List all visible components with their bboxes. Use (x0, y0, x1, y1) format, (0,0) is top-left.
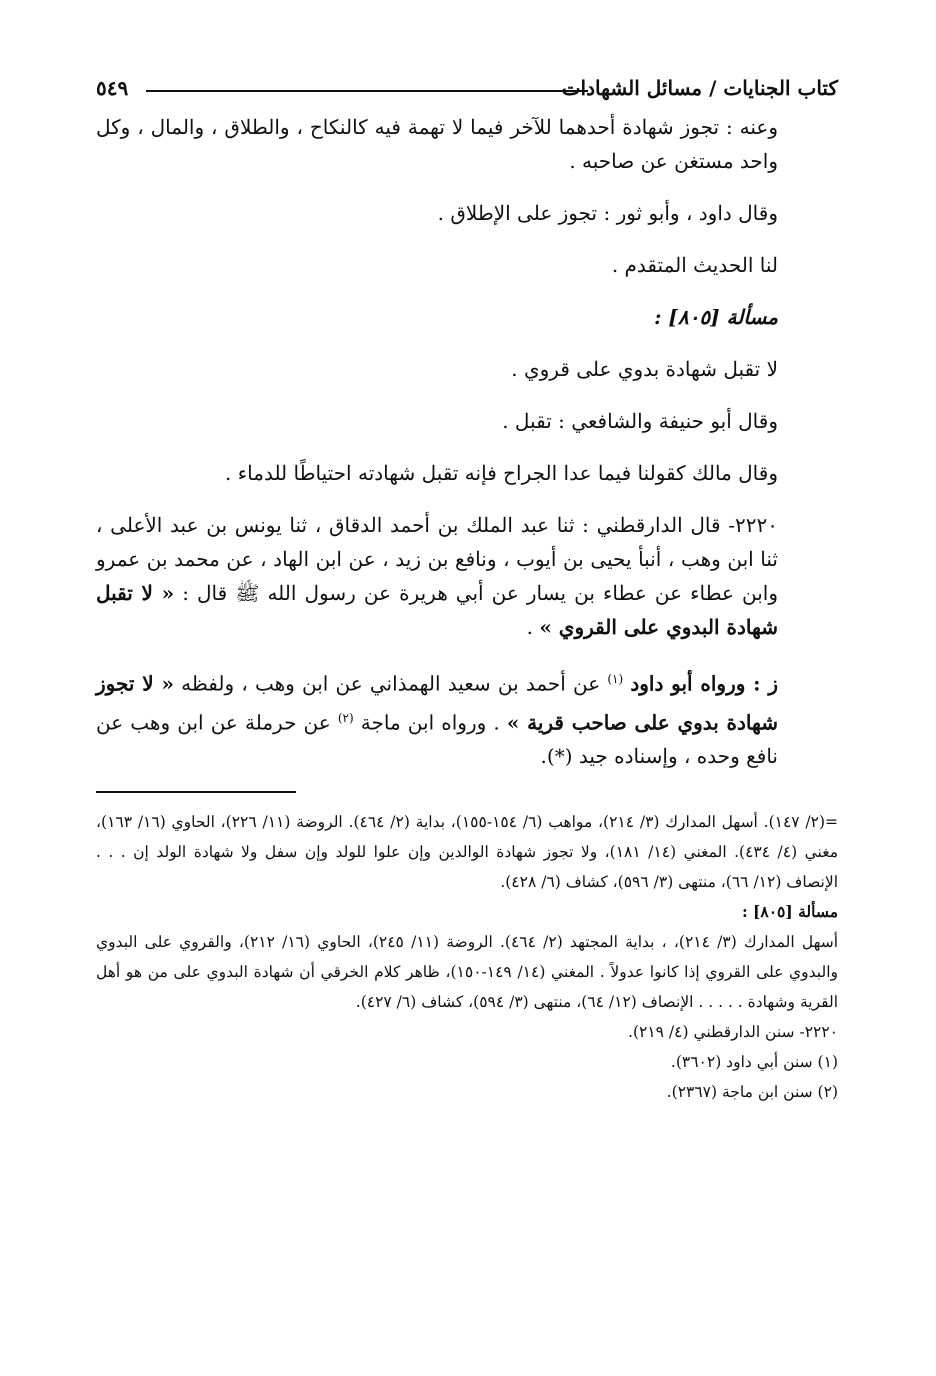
header-rule (146, 90, 588, 92)
paragraph: وعنه : تجوز شهادة أحدهما للآخر فيما لا تهمة فيه كالنكاح ، والطلاق ، والمال ، وكل واحد مستغن عن صاحبه . (96, 115, 778, 173)
footnote: (١) سنن أبي داود (٣٦٠٢). (670, 1053, 838, 1072)
hadith-paragraph (96, 508, 838, 644)
issue-heading: مسألة [٨٠٥] : (654, 305, 778, 329)
z-quote: « لا تجوز شهادة بدوي على صاحب قرية » (96, 671, 779, 735)
hadith-chain: ٢٢٢٠- قال الدارقطني : ثنا عبد الملك بن أحمد الدقاق ، ثنا يونس بن عبد الأعلى ، ثنا ابن وهب ، أنبأ يحيى بن أيوب ، ونافع بن زيد ، عن ابن الهاد ، عن محمد بن عمرو وابن عطاء عن عطاء بن يسار عن أبي هريرة عن رسول الله ﷺ قال : (96, 513, 778, 605)
paragraph: وقال أبو حنيفة والشافعي : تقبل . (502, 409, 778, 433)
z-paragraph (96, 662, 838, 773)
main-text (96, 110, 838, 773)
z-text-2: . ورواه ابن ماجة (360, 710, 500, 735)
footnote: أسهل المدارك (٣/ ٢١٤)، ، بداية المجتهد (٢/ ٤٦٤). الروضة (١١/ ٢٤٥)، الحاوي (١٦/ ٢١٢)، والقروي على البدوي والبدوي على القروي إذا كانوا عدولاً . المغني (١٤/ ١٤٩-١٥٠)، ظاهر كلام الخرقي أن شهادة البدوي على من هو أهل القرية وشهادة . . . . . الإنصاف (١٢/ ٦٤)، منتهى (٣/ ٥٩٤)، كشاف (٦/ ٤٢٧). (96, 933, 839, 1012)
footnotes (96, 807, 838, 1107)
paragraph: لا تقبل شهادة بدوي على قروي . (511, 357, 778, 381)
paragraph: وقال داود ، وأبو ثور : تجوز على الإطلاق . (437, 201, 778, 225)
paragraph: وقال مالك كقولنا فيما عدا الجراح فإنه تقبل شهادته احتياطًا للدماء . (225, 461, 778, 485)
hadith-end: . (526, 615, 533, 639)
footnote-rule (96, 791, 296, 793)
page-number: ٥٤٩ (96, 76, 129, 100)
z-text-3: عن حرملة عن ابن وهب عن نافع وحده ، وإسناده جيد (*). (96, 710, 778, 769)
running-title: كتاب الجنايات / مسائل الشهادات (561, 76, 838, 100)
hadith-text: « لا تقبل شهادة البدوي على القروي » (96, 581, 778, 639)
z-text: عن أحمد بن سعيد الهمذاني عن ابن وهب ، ولفظه (181, 671, 601, 696)
paragraph: لنا الحديث المتقدم . (611, 253, 778, 277)
footnote-ref-1: (١) (607, 672, 624, 686)
footnote: =(٢/ ١٤٧). أسهل المدارك (٣/ ٢١٤)، مواهب (٦/ ١٥٤-١٥٥)، بداية (٢/ ٤٦٤). الروضة (١١/ ٢٢٦)، الحاوي (١٦/ ١٦٣)، مغني (٤/ ٤٣٤). المغني (١٤/ ١٨١)، ولا تجوز شهادة الوالدين وإن علوا للولد وإن سفل ولا شهادة الولد إن . . . الإنصاف (١٢/ ٦٦)، منتهى (٣/ ٥٩٦)، كشاف (٦/ ٤٢٨). (96, 813, 839, 892)
footnote: (٢) سنن ابن ماجة (٢٣٦٧). (666, 1083, 838, 1102)
z-lead: ز : ورواه أبو داود (630, 671, 779, 696)
footnote: ٢٢٢٠- سنن الدارقطني (٤/ ٢١٩). (628, 1023, 838, 1042)
page-header (96, 70, 838, 110)
footnote-heading: مسألة [٨٠٥] : (741, 902, 838, 922)
footnote-ref-2: (٢) (337, 710, 354, 725)
book-page (96, 70, 838, 1107)
